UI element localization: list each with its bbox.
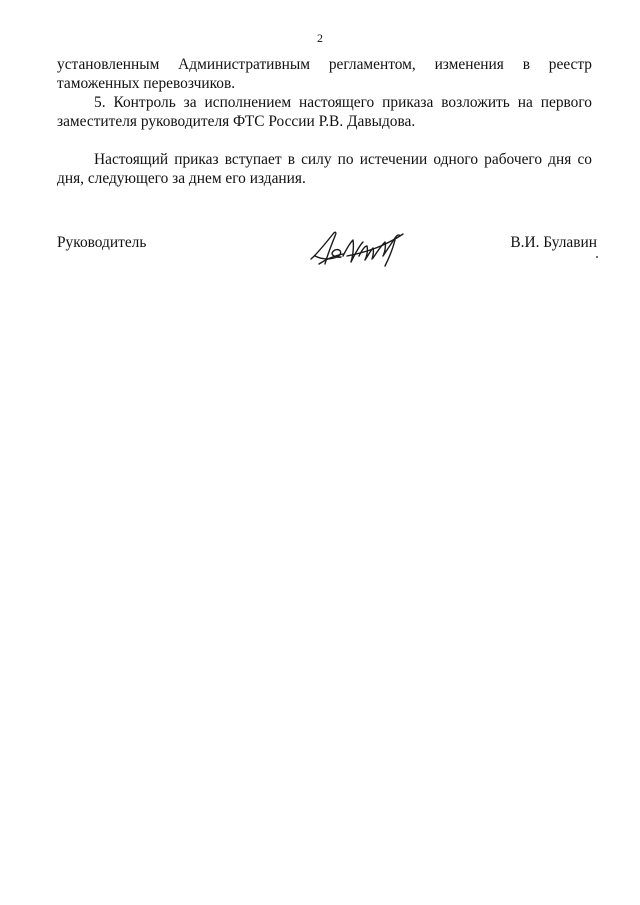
paragraph-item-5: 5. Контроль за исполнением настоящего приказа возложить на первого заместителя руководителя ФТС России Р.В. Давыдова. <box>57 94 592 130</box>
paragraph-effective-date: Настоящий приказ вступает в силу по истечении одного рабочего дня со дня, следующего за днем его издания. <box>57 151 592 187</box>
paragraph-continuation-line-2: таможенных перевозчиков. <box>57 75 236 92</box>
signature-block <box>57 226 597 276</box>
paragraph-gap <box>57 131 592 150</box>
signature-role: Руководитель <box>57 234 147 251</box>
document-body <box>57 55 592 188</box>
signatory-name: В.И. Булавин <box>510 234 597 251</box>
stray-mark <box>596 256 598 258</box>
handwritten-signature <box>307 226 407 271</box>
paragraph-continuation-line-1: установленным Административным регламентом, изменения в реестр <box>57 56 592 73</box>
page-number: 2 <box>317 31 323 45</box>
